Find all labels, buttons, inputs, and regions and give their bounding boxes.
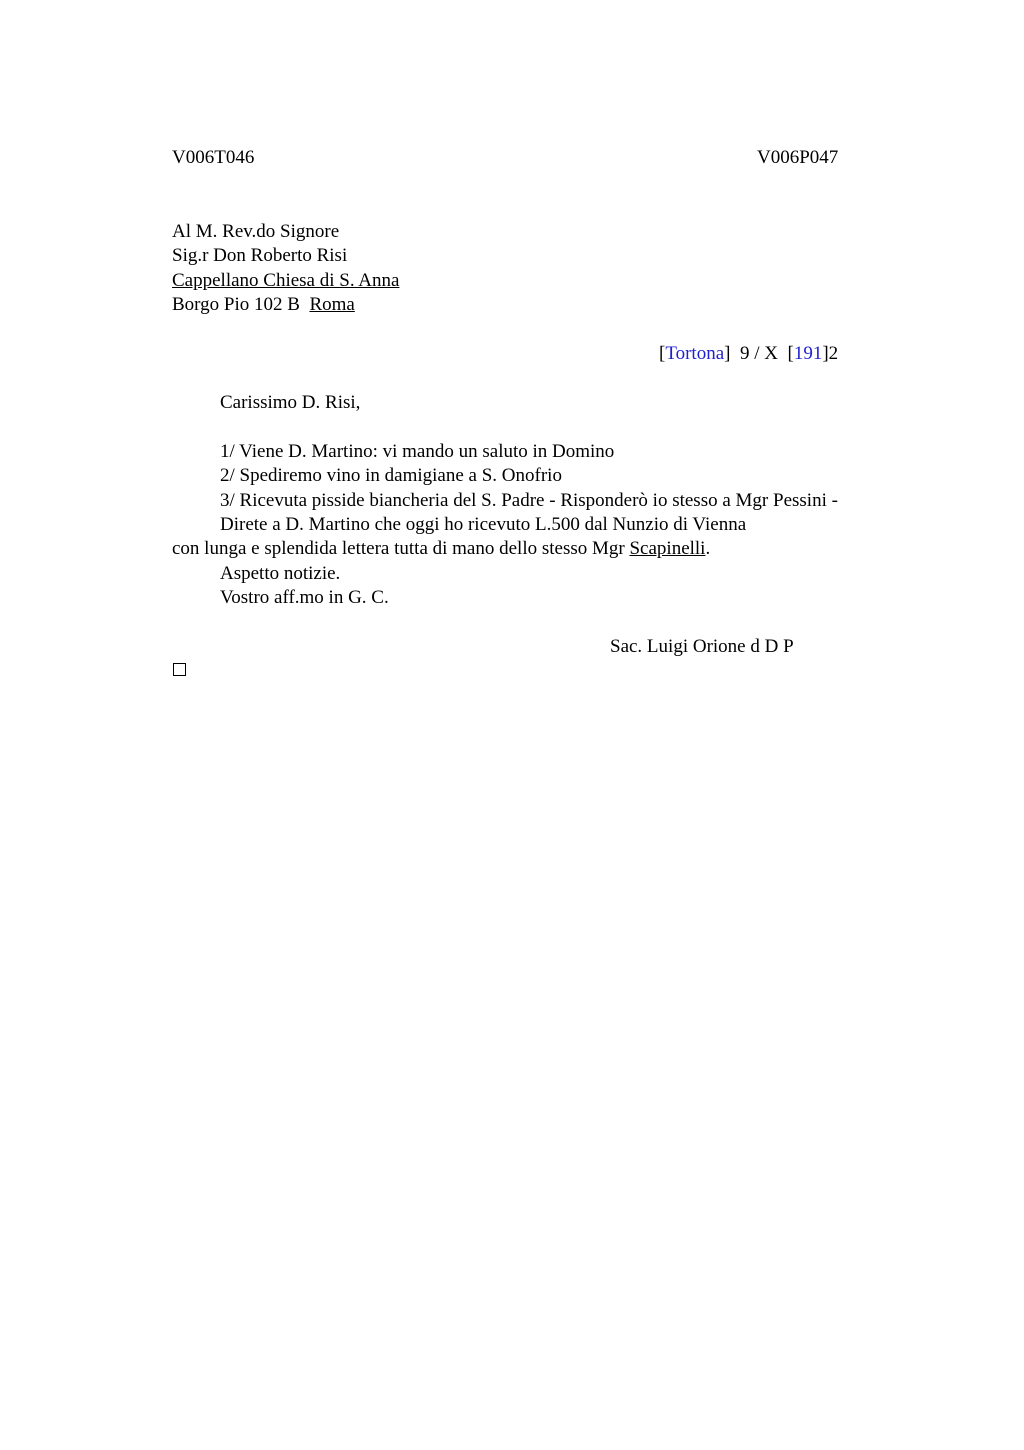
closing-line: Vostro aff.mo in G. C. (220, 587, 389, 608)
end-marker-box (173, 663, 186, 676)
date-place: Tortona (665, 343, 725, 364)
address-line-1: Al M. Rev.do Signore (172, 221, 340, 242)
date-year-prefix: 191 (793, 343, 823, 364)
body-line-6: Aspetto notizie. (220, 563, 341, 584)
body-line-5: con lunga e splendida lettera tutta di mano dello stesso Mgr Scapinelli. (172, 538, 711, 559)
salutation: Carissimo D. Risi, (220, 392, 361, 413)
document-code-left: V006T046 (172, 147, 255, 168)
date-day-month: 9 / X (739, 343, 778, 364)
name-scapinelli: Scapinelli (629, 538, 706, 559)
address-line-4 (172, 293, 355, 317)
address-line-2: Sig.r Don Roberto Risi (172, 245, 348, 266)
body-line-4: Direte a D. Martino che oggi ho ricevuto L.500 dal Nunzio di Vienna (220, 514, 747, 535)
list-item-1: 1/ Viene D. Martino: vi mando un saluto in Domino (220, 441, 615, 462)
letter-date: [Tortona] 9 / X [191]2 (659, 343, 839, 364)
list-item-3: 3/ Ricevuta pisside biancheria del S. Padre - Risponderò io stesso a Mgr Pessini - (220, 490, 838, 511)
address-line-3: Cappellano Chiesa di S. Anna (172, 270, 400, 291)
date-year-suffix: 2 (828, 343, 839, 364)
address-street: Borgo Pio 102 B (172, 294, 300, 315)
document-code-right: V006P047 (757, 147, 839, 168)
address-city: Roma (309, 294, 355, 315)
list-item-2: 2/ Spediremo vino in damigiane a S. Onofrio (220, 465, 562, 486)
signature: Sac. Luigi Orione d D P (610, 636, 794, 657)
